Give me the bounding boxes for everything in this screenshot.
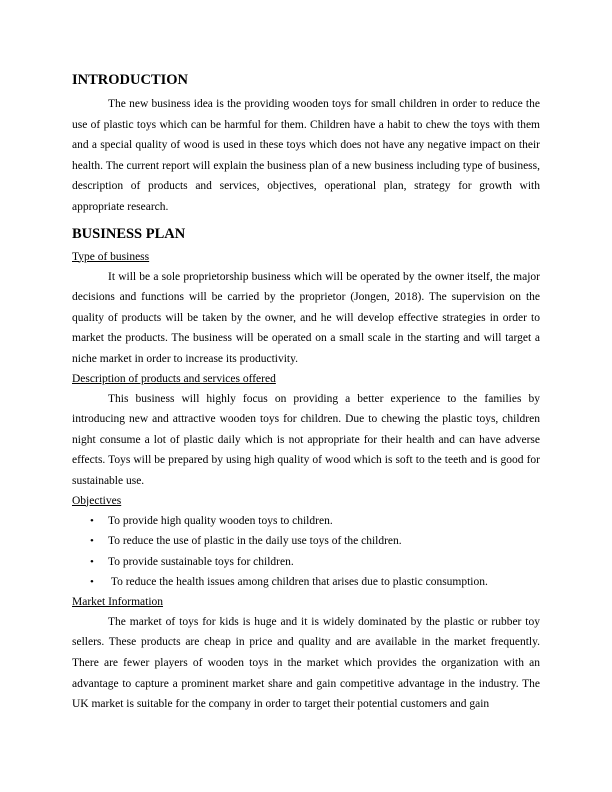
introduction-heading: INTRODUCTION xyxy=(72,72,189,88)
market-information-paragraph: The market of toys for kids is huge and it is widely dominated by the plastic or rubber toy sellers. These products are cheap in price and quality and are available in the market frequently. There are fewer players of wooden toys in the market which provides the organization with an advantage to capture a prominent market share and gain competitive advantage in the industry. The UK market is suitable for the company in order to target their potential customers and gain xyxy=(72,615,540,711)
market-information-subheading: Market Information xyxy=(72,595,164,608)
objective-item: • To provide high quality wooden toys to children. xyxy=(108,511,540,532)
description-paragraph: This business will highly focus on providing a better experience to the families by introducing new and attractive wooden toys for children. Due to chewing the plastic toys, children night consume a lot of plastic daily which is not appropriate for their health and can have adverse effects. Toys will be prepared by using high quality of wood which is soft to the teeth and is good for sustainable use. xyxy=(72,392,540,487)
bullet-icon: • xyxy=(90,535,94,548)
objective-item: • To provide sustainable toys for children. xyxy=(108,552,540,573)
objective-item: • To reduce the use of plastic in the daily use toys of the children. xyxy=(108,531,540,552)
type-text-before: It will be a sole proprietorship business which will be operated by the owner itself, the major decisions and functions will be carried by the proprietor ( xyxy=(72,270,540,304)
bullet-icon: • xyxy=(90,576,94,589)
type-of-business-paragraph xyxy=(72,267,540,370)
objective-item: • To reduce the health issues among children that arises due to plastic consumption. xyxy=(108,572,540,593)
objectives-list xyxy=(72,511,540,593)
type-text-after: ). The supervision on the quality of products will be taken by the owner, and he will develop effective strategies in order to market the products. The business will be operated on a small scale in the starting and will target a niche market in order to increase its productivity. xyxy=(72,291,540,365)
objectives-subheading: Objectives xyxy=(72,494,122,507)
bullet-icon: • xyxy=(90,555,94,568)
page-content xyxy=(72,70,540,715)
citation-jongen: Jongen, 2018 xyxy=(354,291,418,304)
introduction-paragraph: The new business idea is the providing wooden toys for small children in order to reduce the use of plastic toys which can be harmful for them. Children have a habit to chew the toys with them and a special quality of wood is used in these toys which does not have any negative impact on their health. The current report will explain the business plan of a new business including type of business, description of products and services, objectives, operational plan, strategy for growth with appropriate research. xyxy=(72,98,540,213)
description-subheading: Description of products and services offered xyxy=(72,372,276,385)
bullet-icon: • xyxy=(90,514,94,527)
type-of-business-subheading: Type of business xyxy=(72,250,150,263)
business-plan-heading: BUSINESS PLAN xyxy=(72,225,186,242)
